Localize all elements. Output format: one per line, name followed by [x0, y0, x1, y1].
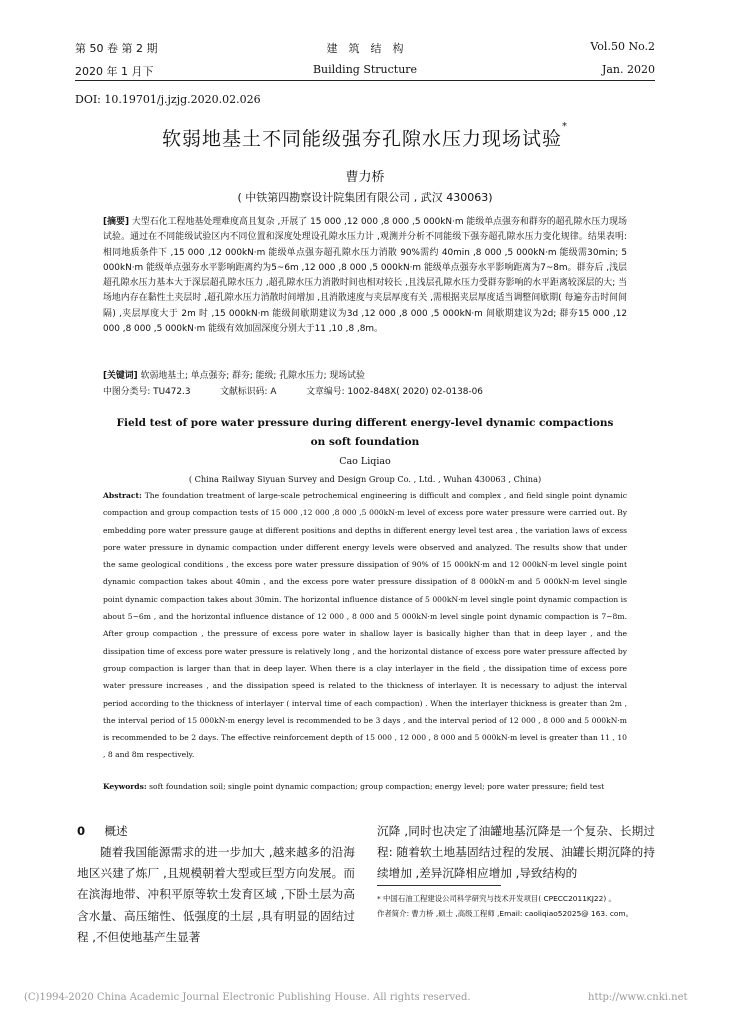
classification-line [103, 385, 627, 400]
abstract-cn-text: 大型石化工程地基处理难度高且复杂 ,开展了 15 000 ,12 000 ,8 000 ,5 000kN·m 能级单点强夯和群夯的超孔隙水压力现场试验。通过在不同能级试验区内不同位置和深度处理设孔隙水压力计 ,观测并分析不同能级下强夯超孔隙水压力变化规律。结果表明: 相同地质条件下 ,15 000 ,12 000kN·m 能级单点强夯超孔隙水压力消散 90%需约 40min ,8 000 ,5 000kN·m 能级需30min; 5 000kN·m 能级单点强夯水平影响距离约为5~6m ,12 000 ,8 000 ,5 000kN·m 能级单点强夯水平影响距离为7~8m。群夯后 ,浅层超孔隙水压力基本大于深层超孔隙水压力 ,超孔隙水压力消散时间也相对较长 ,且浅层孔隙水压力受群夯影响的水平距离较深层的大; 当场地内存在黏性土夹层时 ,超孔隙水压力消散时间增加 ,且消散速度与夹层厚度有关 ,需根据夹层厚度适当调整间歇期( 每遍夯击时间间隔) ,夹层厚度大于 2m 时 ,15 000kN·m 能级间歇期建议为3d ,12 000 ,8 000 ,5 000kN·m 间歇期建议为2d; 群夯15 000 ,12 000 ,8 000 ,5 000kN·m 能级有效加固深度分别大于11 ,10 ,8 ,8m。 [103, 217, 627, 335]
keywords-cn-text: 软弱地基土; 单点强夯; 群夯; 能级; 孔隙水压力; 现场试验 [140, 371, 365, 381]
article-title-en: Field test of pore water pressure during different energy-level dynamic compactions on soft foundation [116, 417, 614, 448]
footnote-rule [377, 885, 501, 886]
journal-volume: 第 50 卷 第 2 期 [75, 42, 158, 55]
journal-date-en: Jan. 2020 [601, 63, 655, 76]
cnki-link[interactable]: http://www.cnki.net [588, 992, 688, 1003]
abstract-en-label: Abstract: [103, 491, 142, 500]
journal-date: 2020 年 1 月下 [75, 65, 154, 78]
abstract-en [103, 487, 627, 764]
footnote-author: 作者简介: 曹力桥 ,硕士 ,高级工程师 ,Email: caoliqiao52025@ 163. com。 [377, 909, 633, 918]
copyright-watermark: (C)1994-2020 China Academic Journal Electronic Publishing House. All rights reserved. [24, 992, 471, 1003]
title-footnote-mark: * [562, 121, 568, 132]
affiliation-en: ( China Railway Siyuan Survey and Design Group Co. , Ltd. , Wuhan 430063 , China) [188, 474, 542, 484]
keywords-en-text: soft foundation soil; single point dynamic compaction; group compaction; energy level; pore water pressure; field test [149, 782, 605, 791]
abstract-en-text: The foundation treatment of large-scale petrochemical engineering is difficult and complex , and field single point dynamic compaction and group compaction tests of 15 000 ,12 000 ,8 000 ,5 000kN·m level of excess pore water pressure were carried out. By embedding pore water pressure gauge at different positions and depths in different energy level test area , the variation laws of excess pore water pressure in dynamic compaction under different energy levels were observed and analyzed. The results show that under the same geological conditions , the excess pore water pressure dissipation of 90% of 15 000kN·m and 12 000kN·m level single point dynamic compaction takes about 40min , and the excess pore water pressure dissipation of 8 000kN·m and 5 000kN·m level single point dynamic compaction takes about 30min. The horizontal influence distance of 5 000kN·m level single point dynamic compaction is about 5~6m , and the horizontal influence distance of 12 000 , 8 000 and 5 000kN·m level single point dynamic compaction is 7~8m. After group compaction , the pressure of excess pore water in shallow layer is basically higher than that in deep layer , and the dissipation time of excess pore water pressure is relatively long , and the horizontal distance of excess pore water pressure affected by group compaction is larger than that in deep layer. When there is a clay interlayer in the field , the dissipation time of excess pore water pressure increases , and the dissipation speed is related to the thickness of interlayer. It is necessary to adjust the interval period according to the thickness of interlayer ( interval time of each compaction) . When the interlayer thickness is greater than 2m , the interval period of 15 000kN·m energy level is recommended to be 3 days , and the interval period of 12 000 , 8 000 and 5 000kN·m is recommended to be 2 days. The effective reinforcement depth of 15 000 , 12 000 , 8 000 and 5 000kN·m level is greater than 11 , 10 , 8 and 8m respectively. [103, 491, 628, 760]
keywords-cn [103, 369, 627, 384]
article-title-cn: 软弱地基土不同能级强夯孔隙水压力现场试验* [161, 121, 568, 150]
keywords-en [103, 778, 627, 795]
section-title: 概述 [104, 824, 128, 838]
section-number: 0 [77, 824, 86, 838]
section-heading [77, 823, 128, 839]
author-en: Cao Liqiao [339, 456, 391, 467]
document-code: 文献标识码: A [220, 387, 277, 397]
keywords-cn-label: [关键词] [103, 371, 138, 381]
keywords-en-label: Keywords: [103, 782, 147, 791]
clc-number: 中图分类号: TU472.3 [103, 387, 191, 397]
footnote-fund: * 中国石油工程建设公司科学研究与技术开发项目( CPECC2011KJ22) 。 [377, 894, 616, 903]
author-cn: 曹力桥 [345, 170, 385, 185]
journal-name-cn: 建 筑 结 构 [326, 42, 404, 55]
doi[interactable]: DOI: 10.19701/j.jzjg.2020.02.026 [75, 93, 261, 106]
affiliation-cn: ( 中铁第四勘察设计院集团有限公司 , 武汉 430063) [237, 191, 493, 204]
body-left-column: 随着我国能源需求的进一步加大 ,越来越多的沿海地区兴建了炼厂 ,且规模朝着大型或巨型方向发展。而在滨海地带、冲积平原等软土发育区域 ,下卧土层为高含水量、高压缩性、低强度的土层 ,具有明显的固结过程 ,不但使地基产生显著 [77, 845, 355, 944]
header-rule [75, 80, 655, 81]
body-right-column: 沉降 ,同时也决定了油罐地基沉降是一个复杂、长期过程: 随着软土地基固结过程的发展、油罐长期沉降的持续增加 ,差异沉降相应增加 ,导致结构的 [377, 824, 655, 881]
journal-name-en: Building Structure [312, 63, 418, 76]
journal-volume-en: Vol.50 No.2 [590, 40, 655, 53]
article-number: 文章编号: 1002-848X( 2020) 02-0138-06 [306, 387, 483, 397]
abstract-cn [103, 215, 627, 337]
abstract-cn-label: [摘要] [103, 217, 130, 227]
